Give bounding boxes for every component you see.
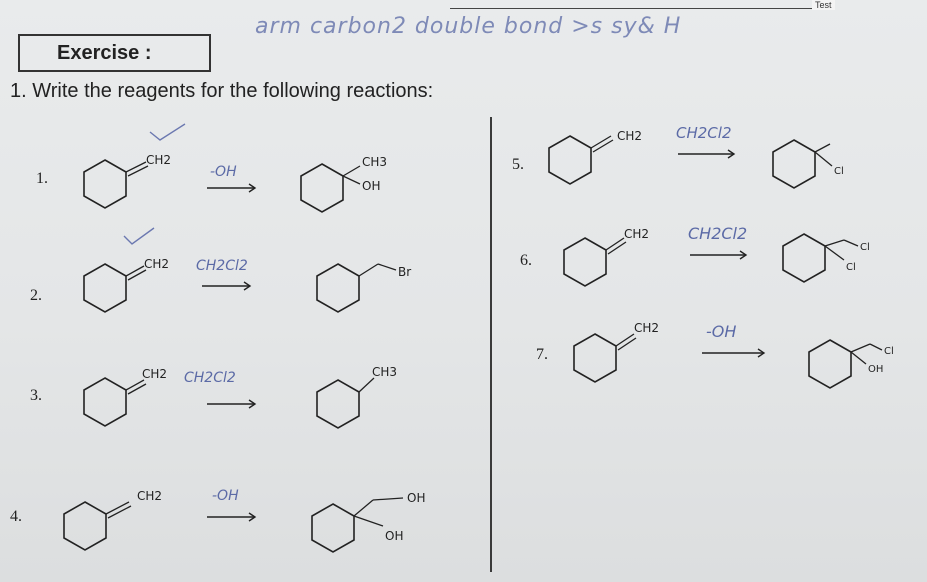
reaction-arrow: [676, 148, 746, 160]
reaction-arrow: [200, 280, 260, 292]
cyclohexane-ring: [301, 164, 343, 212]
reactant-label: CH2: [624, 227, 650, 241]
reactant-label: CH2: [144, 257, 170, 271]
reaction-number: 3.: [30, 387, 42, 404]
reagent-text: CH2Cl2: [688, 224, 748, 243]
cyclohexane-ring: [549, 136, 591, 184]
product-4: [295, 468, 445, 568]
reactant-label: CH2: [142, 367, 168, 381]
cyclohexane-ring: [317, 380, 359, 428]
cyclohexane-ring: [84, 160, 126, 208]
cyclohexane-ring: [783, 234, 825, 282]
product-label: Br: [398, 265, 412, 279]
reagent-text: -OH: [706, 322, 737, 341]
check-mark-icon: [150, 124, 185, 140]
product-6: [780, 222, 900, 302]
product-1: [290, 140, 430, 230]
reagent-text: CH2Cl2: [676, 124, 732, 142]
product-5: [770, 130, 890, 210]
reactant-label: CH2: [137, 489, 163, 503]
reactant-methylenecyclohexane: [60, 120, 280, 230]
cyclohexane-ring: [64, 502, 106, 550]
cyclohexane-ring: [773, 140, 815, 188]
column-divider: [490, 117, 492, 572]
cyclohexane-ring: [564, 238, 606, 286]
product-label: OH: [362, 179, 381, 193]
reaction-arrow: [205, 182, 265, 194]
product-7: [800, 330, 920, 410]
product-label: OH: [868, 364, 884, 375]
product-label: Cl: [884, 346, 894, 357]
reaction-number: 2.: [30, 287, 42, 304]
reagent-text: CH2Cl2: [184, 370, 236, 386]
reaction-arrow: [700, 347, 770, 359]
reactant-methylenecyclohexane: [60, 340, 280, 450]
product-label: OH: [407, 491, 426, 505]
cyclohexane-ring: [84, 378, 126, 426]
reaction-number: 6.: [520, 252, 532, 269]
cyclohexane-ring: [84, 264, 126, 312]
reaction-number: 4.: [10, 508, 22, 525]
reactant-label: CH2: [634, 321, 660, 335]
test-tag: Test: [812, 0, 835, 10]
reaction-number: 5.: [512, 156, 524, 173]
product-label: CH3: [362, 155, 388, 169]
reaction-arrow: [205, 398, 265, 410]
reactant-label: CH2: [617, 129, 643, 143]
reagent-text: CH2Cl2: [196, 258, 248, 274]
question-text: 1. Write the reagents for the following reactions:: [10, 80, 434, 102]
product-3: [290, 350, 430, 440]
product-label: CH3: [372, 365, 398, 379]
product-label: Cl: [846, 262, 856, 273]
exercise-title-box: [18, 34, 211, 72]
cyclohexane-ring: [317, 264, 359, 312]
check-mark-icon: [124, 228, 154, 244]
cyclohexane-ring: [809, 340, 851, 388]
handwritten-header-note: arm carbon2 double bond >s sy& H: [255, 14, 682, 39]
reaction-number: 1.: [36, 170, 48, 187]
header-rule: [450, 8, 830, 9]
cyclohexane-ring: [574, 334, 616, 382]
reactant-label: CH2: [146, 153, 172, 167]
reaction-arrow: [205, 511, 265, 523]
exercise-title: Exercise :: [57, 42, 152, 64]
product-label: OH: [385, 529, 404, 543]
cyclohexane-ring: [312, 504, 354, 552]
reaction-arrow: [688, 249, 758, 261]
reaction-number: 7.: [536, 346, 548, 363]
product-label: Cl: [860, 242, 870, 253]
product-2: [290, 240, 440, 330]
reagent-text: -OH: [212, 488, 239, 504]
product-label: Cl: [834, 166, 844, 177]
reagent-text: -OH: [210, 164, 237, 180]
